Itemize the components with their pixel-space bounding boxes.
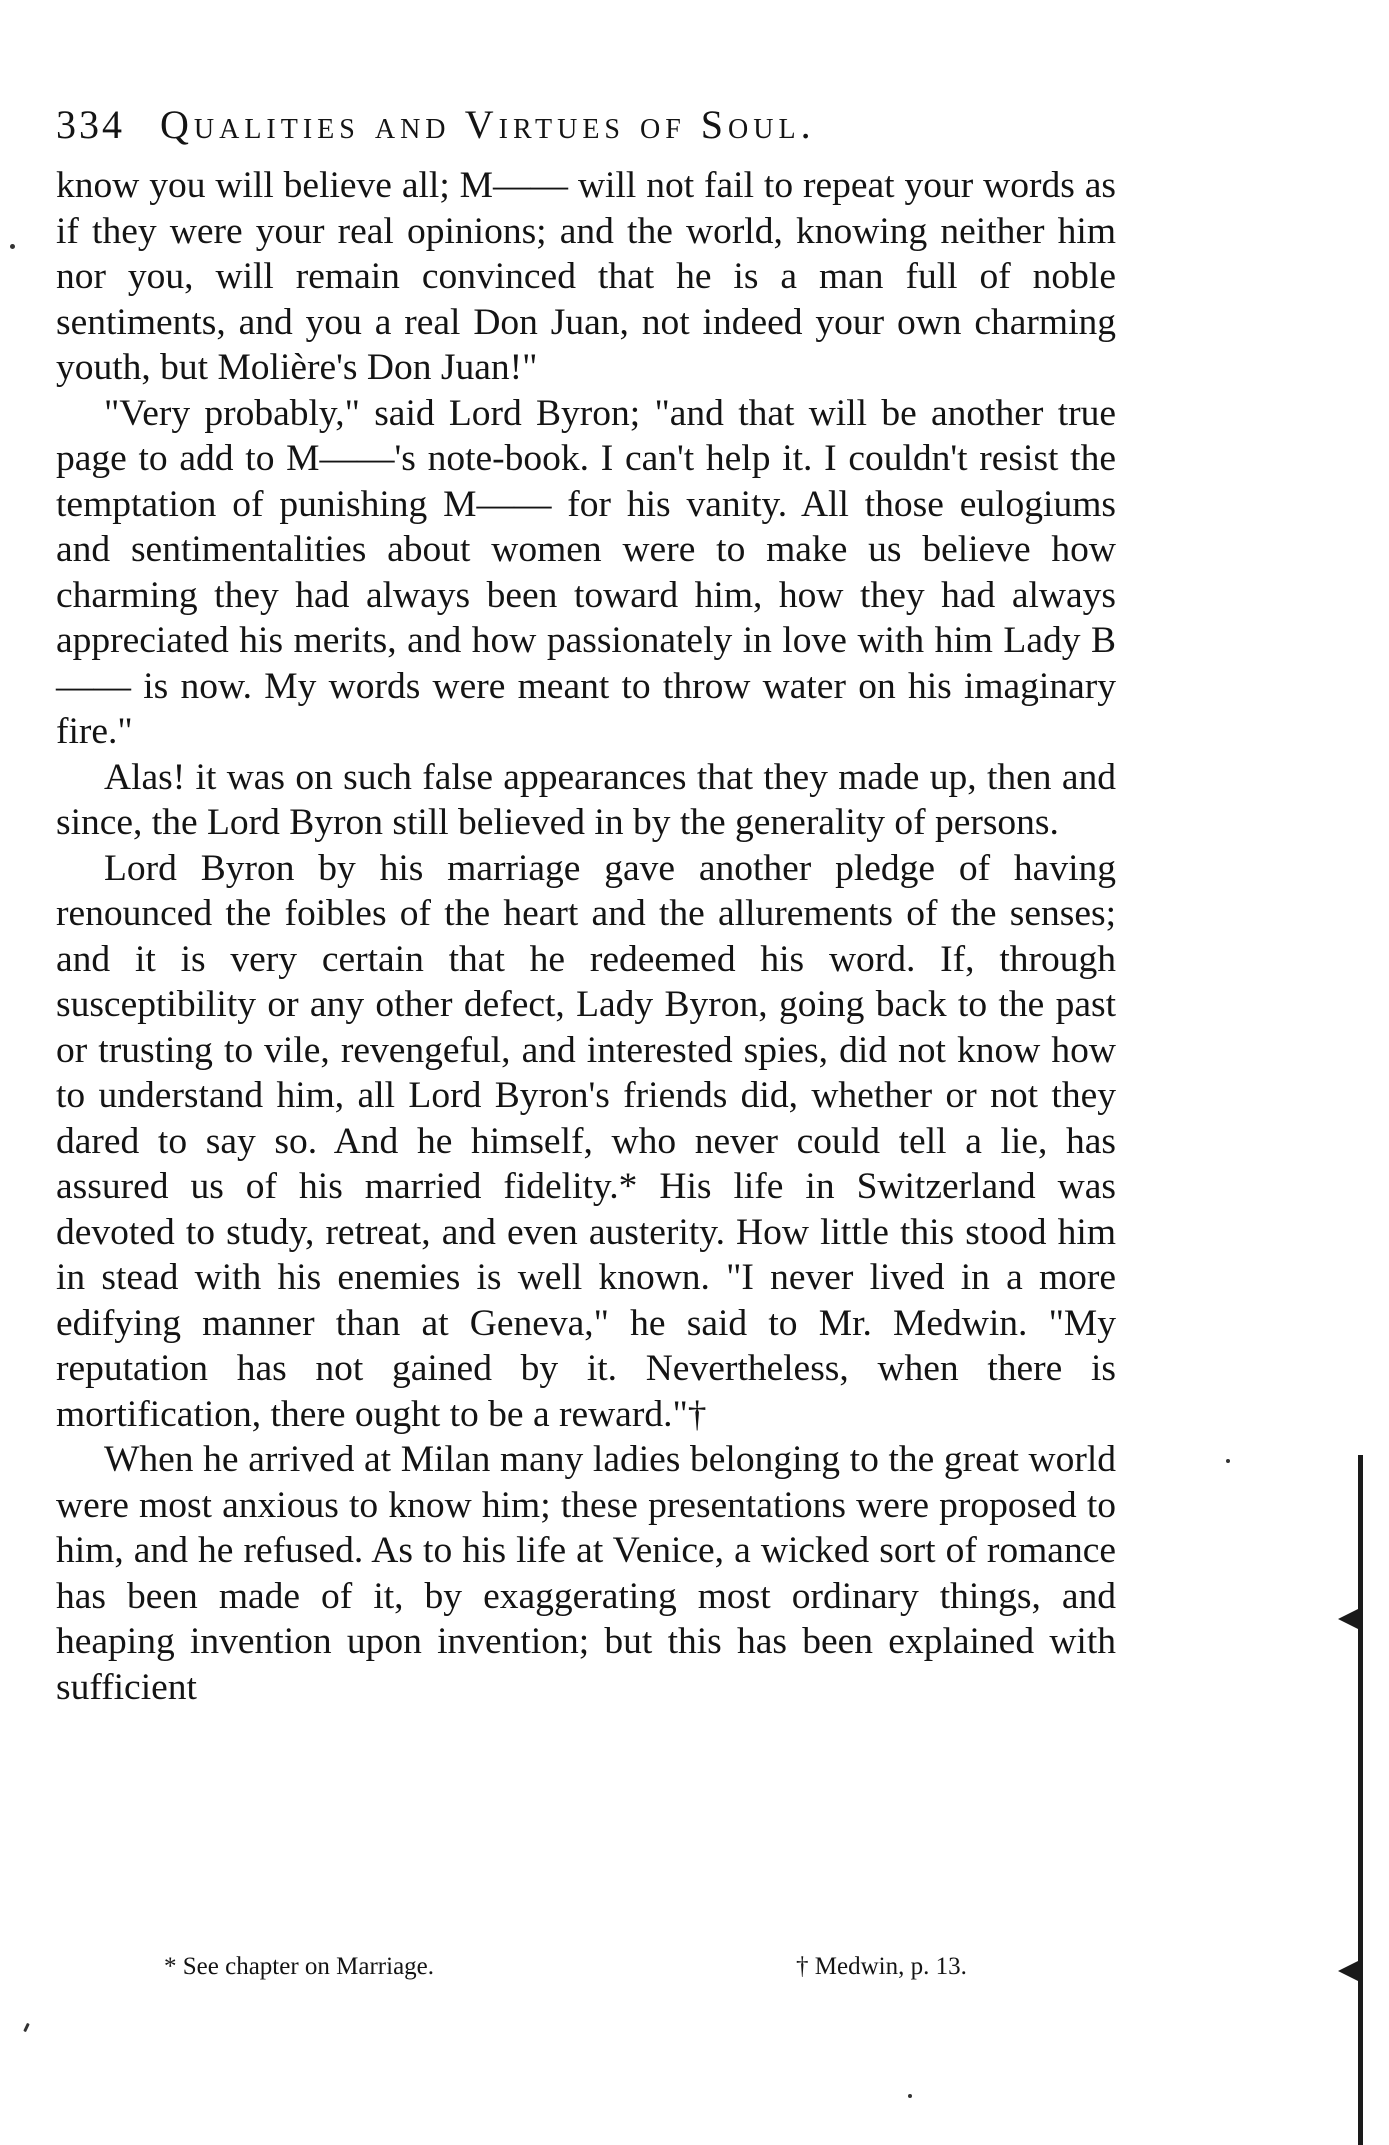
edge-mark-icon (1338, 1960, 1360, 1982)
page-number: 334 (56, 102, 125, 147)
ink-speck (23, 2023, 30, 2032)
footnote-marriage: * See chapter on Marriage. (164, 1953, 435, 1980)
ink-speck (1226, 1459, 1230, 1463)
edge-mark-icon (1338, 1608, 1360, 1630)
paragraph: When he arrived at Milan many ladies belonging to the great world were most anxious to know him; these presentations were proposed to him, and he refused. As to his life at Venice, a wicked sort of romance has been made of it, by exaggerating most ordinary things, and heaping invention upon invention; but this has been explained with sufficient (56, 1439, 1116, 1708)
body-text (56, 163, 1116, 1710)
footnote-medwin: † Medwin, p. 13. (796, 1953, 967, 1980)
paragraph: "Very probably," said Lord Byron; "and that will be another true page to add to M——'s note-book. I can't help it. I couldn't resist the temptation of punishing M—— for his vanity. All those eulogiums and sentimentalities about women were to make us believe how charming they had always been toward him, how they had always appreciated his merits, and how passionately in love with him Lady B—— is now. My words were meant to throw water on his imaginary fire." (56, 392, 1116, 752)
ink-speck (10, 244, 15, 249)
ink-speck (908, 2094, 912, 2098)
page-edge-shadow (1358, 1455, 1363, 2145)
running-title: Qualities and Virtues of Soul. (160, 102, 816, 147)
book-page (56, 95, 1116, 1980)
running-head (56, 95, 1116, 163)
paragraph: Lord Byron by his marriage gave another pledge of having renounced the foibles of the heart and the allurements of the senses; and it is very certain that he redeemed his word. If, through susceptibility or any other defect, Lady Byron, going back to the past or trusting to vile, revengeful, and interested spies, did not know how to understand him, all Lord Byron's friends did, whether or not they dared to say so. And he himself, who never could tell a lie, has assured us of his married fidelity.* His life in Switzerland was devoted to study, retreat, and even austerity. How little this stood him in stead with his enemies is well known. "I never lived in a more edifying manner than at Geneva," he said to Mr. Medwin. "My reputation has not gained by it. Nevertheless, when there is mortification, there ought to be a reward."† (56, 847, 1116, 1435)
paragraph: know you will believe all; M—— will not fail to repeat your words as if they were your real opinions; and the world, knowing neither him nor you, will remain convinced that he is a man full of noble sentiments, and you a real Don Juan, not indeed your own charming youth, but Molière's Don Juan!" (56, 165, 1116, 388)
paragraph: Alas! it was on such false appearances that they made up, then and since, the Lord Byron still believed in by the generality of persons. (56, 756, 1116, 843)
